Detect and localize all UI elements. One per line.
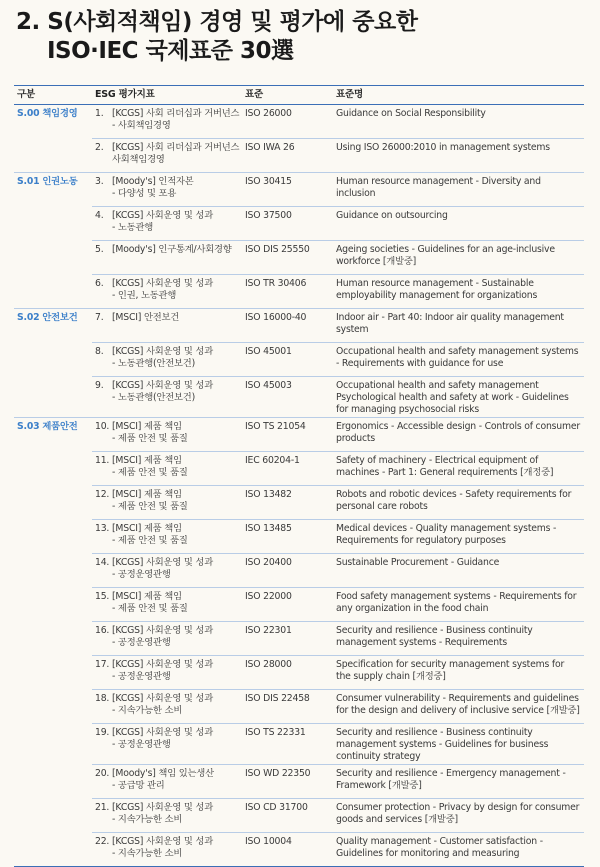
standard-code: ISO DIS 25550: [242, 241, 333, 275]
table-row: [14, 105, 584, 139]
indicator-line-2: - 지속가능한 소비: [112, 848, 183, 859]
item-number: 19.: [95, 727, 110, 738]
group-label: [14, 656, 92, 690]
esg-indicator: [92, 765, 242, 799]
standard-name: Consumer vulnerability - Requirements and guidelines for the design and delivery of inclusive service [개발중]: [333, 690, 584, 724]
group-label: [14, 486, 92, 520]
indicator-line-1: [KCGS] 사회운영 및 성과: [112, 346, 213, 357]
group-label: [14, 588, 92, 622]
item-number: 12.: [95, 489, 110, 500]
group-label: [14, 520, 92, 554]
standard-code: ISO 22301: [242, 622, 333, 656]
table-row: [14, 418, 584, 452]
esg-indicator: [92, 343, 242, 377]
page-title-line-2: ISO·IEC 국제표준 30選: [47, 38, 294, 64]
item-number: 14.: [95, 557, 110, 568]
standard-code: ISO 26000: [242, 105, 333, 139]
group-label: [14, 554, 92, 588]
item-number: 15.: [95, 591, 110, 602]
item-number: 16.: [95, 625, 110, 636]
standard-name: Security and resilience - Emergency management - Framework [개발중]: [333, 765, 584, 799]
indicator-line-2: - 사회책임경영: [112, 120, 171, 131]
esg-indicator: [92, 622, 242, 656]
indicator-line-1: [MSCI] 제품 책임: [112, 455, 182, 466]
standard-code: ISO WD 22350: [242, 765, 333, 799]
indicator-line-2: - 지속가능한 소비: [112, 814, 183, 825]
page-title-line-1: 2. S(사회적책임) 경영 및 평가에 중요한: [16, 9, 418, 35]
standard-code: IEC 60204-1: [242, 452, 333, 486]
item-number: 18.: [95, 693, 110, 704]
standard-code: ISO 20400: [242, 554, 333, 588]
indicator-line-1: [KCGS] 사회운영 및 성과: [112, 802, 213, 813]
table-row: [14, 241, 584, 275]
standard-code: ISO 10004: [242, 833, 333, 867]
table-row: [14, 690, 584, 724]
indicator-line-2: - 공급망 관리: [112, 780, 165, 791]
standard-code: ISO 30415: [242, 173, 333, 207]
table-row: [14, 833, 584, 867]
item-number: 10.: [95, 421, 110, 432]
standard-name: Guidance on outsourcing: [333, 207, 584, 241]
esg-indicator: [92, 588, 242, 622]
standard-name: Indoor air - Part 40: Indoor air quality management system: [333, 309, 584, 343]
standard-name: Consumer protection - Privacy by design for consumer goods and services [개발중]: [333, 799, 584, 833]
table-row: [14, 275, 584, 309]
indicator-line-2: - 노동관행: [112, 222, 154, 233]
table-row: [14, 207, 584, 241]
esg-indicator: [92, 309, 242, 343]
indicator-line-1: [KCGS] 사회운영 및 성과: [112, 727, 213, 738]
indicator-line-2: - 제품 안전 및 품질: [112, 603, 188, 614]
item-number: 1.: [95, 108, 104, 119]
indicator-line-1: [KCGS] 사회 리더십과 거버넌스: [112, 142, 240, 153]
standard-name: Quality management - Customer satisfaction - Guidelines for monitoring and measuring: [333, 833, 584, 867]
indicator-line-1: [MSCI] 안전보건: [112, 312, 180, 323]
standard-code: ISO 28000: [242, 656, 333, 690]
standard-code: ISO 13482: [242, 486, 333, 520]
standard-name: Security and resilience - Business continuity management systems - Guidelines for business continuity strategy: [333, 724, 584, 765]
group-label: [14, 139, 92, 173]
standard-name: Guidance on Social Responsibility: [333, 105, 584, 139]
indicator-line-1: [MSCI] 제품 책임: [112, 489, 182, 500]
group-label: [14, 833, 92, 867]
indicator-line-1: [KCGS] 사회 리더십과 거버넌스: [112, 108, 240, 119]
group-label: [14, 799, 92, 833]
item-number: 7.: [95, 312, 104, 323]
standard-name: Ergonomics - Accessible design - Controls of consumer products: [333, 418, 584, 452]
item-number: 8.: [95, 346, 104, 357]
standard-code: ISO CD 31700: [242, 799, 333, 833]
indicator-line-1: [Moody's] 인구통계/사회경향: [112, 244, 232, 255]
item-number: 2.: [95, 142, 104, 153]
item-number: 5.: [95, 244, 104, 255]
item-number: 13.: [95, 523, 110, 534]
standard-name: Occupational health and safety management systems - Requirements with guidance for use: [333, 343, 584, 377]
indicator-line-1: [MSCI] 제품 책임: [112, 523, 182, 534]
group-label: [14, 622, 92, 656]
item-number: 20.: [95, 768, 110, 779]
header-standard-name: 표준명: [333, 86, 584, 105]
standards-table: [14, 85, 584, 867]
indicator-line-2: - 공정운영관행: [112, 637, 171, 648]
standard-name: Using ISO 26000:2010 in management systems: [333, 139, 584, 173]
standard-name: Food safety management systems - Requirements for any organization in the food chain: [333, 588, 584, 622]
table-row: [14, 377, 584, 418]
standard-code: ISO DIS 22458: [242, 690, 333, 724]
item-number: 3.: [95, 176, 104, 187]
standard-name: Sustainable Procurement - Guidance: [333, 554, 584, 588]
standard-name: Human resource management - Diversity and inclusion: [333, 173, 584, 207]
indicator-line-1: [Moody's] 인적자본: [112, 176, 194, 187]
group-label: [14, 724, 92, 765]
standard-name: Security and resilience - Business continuity management systems - Requirements: [333, 622, 584, 656]
table-header-row: [14, 86, 584, 105]
esg-indicator: [92, 656, 242, 690]
table-row: [14, 799, 584, 833]
item-number: 11.: [95, 455, 110, 466]
indicator-line-2: - 제품 안전 및 품질: [112, 433, 188, 444]
indicator-line-2: - 공정운영관행: [112, 569, 171, 580]
esg-indicator: [92, 724, 242, 765]
standard-code: ISO TS 22331: [242, 724, 333, 765]
standard-code: ISO TS 21054: [242, 418, 333, 452]
standard-name: Occupational health and safety management Psychological health and safety at work - Guidelines for managing psychosocial risks: [333, 377, 584, 418]
item-number: 6.: [95, 278, 104, 289]
standard-code: ISO 37500: [242, 207, 333, 241]
esg-indicator: [92, 105, 242, 139]
standard-code: ISO 22000: [242, 588, 333, 622]
group-label: [14, 275, 92, 309]
indicator-line-1: [KCGS] 사회운영 및 성과: [112, 557, 213, 568]
table-row: [14, 554, 584, 588]
table-row: [14, 309, 584, 343]
table-row: [14, 139, 584, 173]
table-row: [14, 765, 584, 799]
indicator-line-2: - 인권, 노동관행: [112, 290, 177, 301]
indicator-line-1: [KCGS] 사회운영 및 성과: [112, 659, 213, 670]
indicator-line-2: - 지속가능한 소비: [112, 705, 183, 716]
indicator-line-2: - 제품 안전 및 품질: [112, 535, 188, 546]
esg-indicator: [92, 173, 242, 207]
table-row: [14, 520, 584, 554]
standard-name: Safety of machinery - Electrical equipment of machines - Part 1: General requirements [개정중]: [333, 452, 584, 486]
esg-indicator: [92, 207, 242, 241]
indicator-line-1: [KCGS] 사회운영 및 성과: [112, 278, 213, 289]
group-label: [14, 343, 92, 377]
esg-indicator: [92, 554, 242, 588]
standard-code: ISO IWA 26: [242, 139, 333, 173]
standard-name: Robots and robotic devices - Safety requirements for personal care robots: [333, 486, 584, 520]
standard-code: ISO 16000-40: [242, 309, 333, 343]
standard-code: ISO TR 30406: [242, 275, 333, 309]
header-esg-indicator: ESG 평가지표: [92, 86, 242, 105]
page-title: [16, 8, 417, 66]
group-label: S.01 인권노동: [17, 176, 78, 187]
indicator-line-1: [KCGS] 사회운영 및 성과: [112, 210, 213, 221]
item-number: 17.: [95, 659, 110, 670]
table-row: [14, 343, 584, 377]
header-category: 구분: [14, 86, 92, 105]
esg-indicator: [92, 377, 242, 418]
esg-indicator: [92, 799, 242, 833]
item-number: 4.: [95, 210, 104, 221]
standard-name: Human resource management - Sustainable employability management for organizations: [333, 275, 584, 309]
indicator-line-1: [MSCI] 제품 책임: [112, 591, 182, 602]
esg-indicator: [92, 520, 242, 554]
indicator-line-2: - 공정운영관행: [112, 671, 171, 682]
indicator-line-2: - 다양성 및 포용: [112, 188, 177, 199]
group-label: [14, 241, 92, 275]
item-number: 9.: [95, 380, 104, 391]
standard-code: ISO 13485: [242, 520, 333, 554]
esg-indicator: [92, 486, 242, 520]
standard-code: ISO 45003: [242, 377, 333, 418]
indicator-line-1: [KCGS] 사회운영 및 성과: [112, 625, 213, 636]
item-number: 22.: [95, 836, 110, 847]
table-row: [14, 173, 584, 207]
indicator-line-2: - 공정운영관행: [112, 739, 171, 750]
indicator-line-1: [KCGS] 사회운영 및 성과: [112, 693, 213, 704]
table-row: [14, 486, 584, 520]
table-row: [14, 452, 584, 486]
table-row: [14, 588, 584, 622]
group-label: [14, 452, 92, 486]
indicator-line-2: - 제품 안전 및 품질: [112, 467, 188, 478]
indicator-line-1: [MSCI] 제품 책임: [112, 421, 182, 432]
standard-name: Medical devices - Quality management systems - Requirements for regulatory purposes: [333, 520, 584, 554]
group-label: [14, 765, 92, 799]
group-label: [14, 207, 92, 241]
esg-indicator: [92, 452, 242, 486]
group-label: S.03 제품안전: [17, 421, 78, 432]
esg-indicator: [92, 241, 242, 275]
esg-indicator: [92, 275, 242, 309]
group-label: [14, 377, 92, 418]
indicator-line-1: [KCGS] 사회운영 및 성과: [112, 380, 213, 391]
indicator-line-1: [Moody's] 책임 있는생산: [112, 768, 214, 779]
esg-indicator: [92, 139, 242, 173]
group-label: S.00 책임경영: [17, 108, 78, 119]
group-label: S.02 안전보건: [17, 312, 78, 323]
indicator-line-2: 사회책임경영: [112, 154, 165, 165]
indicator-line-2: - 노동관행(안전보건): [112, 392, 196, 403]
indicator-line-2: - 노동관행(안전보건): [112, 358, 196, 369]
header-standard: 표준: [242, 86, 333, 105]
esg-indicator: [92, 418, 242, 452]
indicator-line-1: [KCGS] 사회운영 및 성과: [112, 836, 213, 847]
standard-name: Ageing societies - Guidelines for an age-inclusive workforce [개발중]: [333, 241, 584, 275]
item-number: 21.: [95, 802, 110, 813]
esg-indicator: [92, 833, 242, 867]
table-row: [14, 724, 584, 765]
indicator-line-2: - 제품 안전 및 품질: [112, 501, 188, 512]
group-label: [14, 690, 92, 724]
standard-code: ISO 45001: [242, 343, 333, 377]
table-row: [14, 656, 584, 690]
table-row: [14, 622, 584, 656]
table-body: [14, 105, 584, 867]
esg-indicator: [92, 690, 242, 724]
standard-name: Specification for security management systems for the supply chain [개정중]: [333, 656, 584, 690]
